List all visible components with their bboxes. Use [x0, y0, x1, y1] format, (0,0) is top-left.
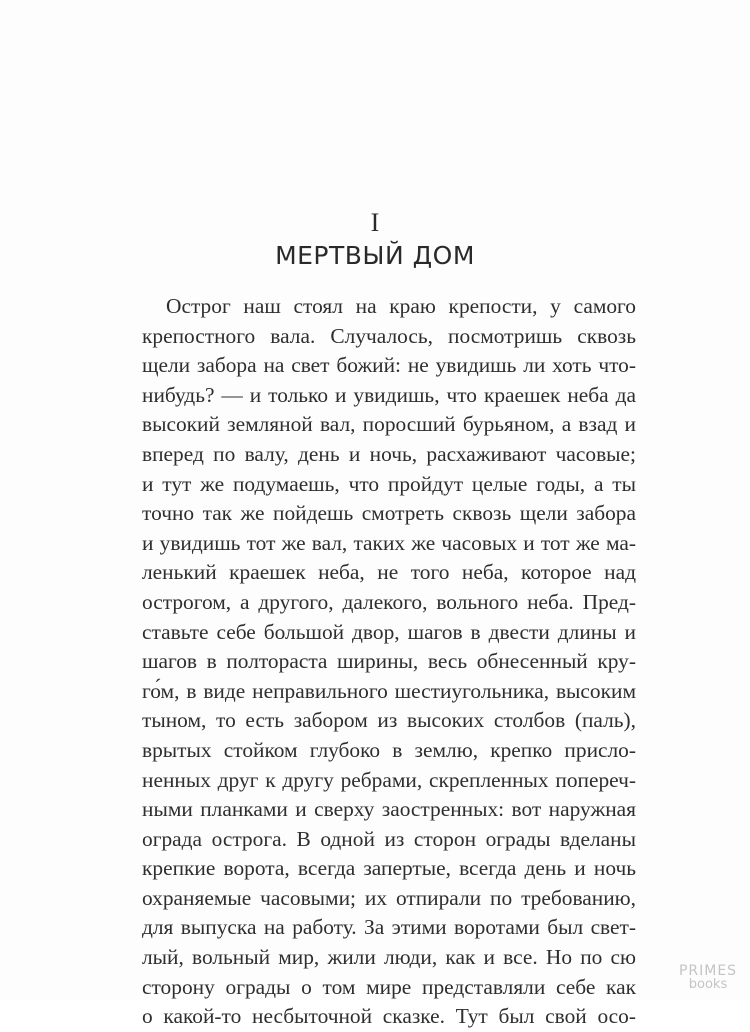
text-line: ными планками и сверху заостренных: вот наружная	[142, 797, 636, 822]
text-line: ленький краешек неба, не того неба, которое над	[142, 560, 636, 585]
text-line: охраняемые часовыми; их отпирали по требованию,	[142, 885, 636, 910]
text-line: ставьте себе большой двор, шагов в двести длины и	[142, 619, 636, 644]
watermark-logo	[672, 964, 744, 992]
text-line: шагов в полтораста ширины, весь обнесенный кру-	[142, 649, 636, 674]
text-line: го́м, в виде неправильного шестиугольника, высоким	[142, 678, 636, 703]
text-line: сторону ограды о том мире представляли себе как	[142, 974, 636, 999]
text-line: ограда острога. В одной из сторон ограды вделаны	[142, 826, 636, 851]
text-line: щели забора на свет божий: не увидишь ли хоть что-	[142, 353, 636, 378]
chapter-title: МЕРТВЫЙ ДОМ	[275, 241, 475, 270]
text-line: для выпуска на работу. За этими воротами был свет-	[142, 915, 636, 940]
text-line: крепостного вала. Случалось, посмотришь сквозь	[142, 323, 636, 348]
text-line: тыном, то есть забором из высоких столбов (паль),	[142, 708, 636, 733]
text-line: вперед по валу, день и ночь, расхаживают часовые;	[142, 441, 636, 466]
text-line: острогом, а другого, далекого, вольного неба. Пред-	[142, 589, 636, 614]
text-line: врытых стойком глубоко в землю, крепко присло-	[142, 737, 636, 762]
text-line: лый, вольный мир, жили люди, как и все. Но по сю	[142, 945, 636, 970]
text-line: точно так же пойдешь смотреть сквозь щели забора	[142, 501, 636, 526]
text-line: о какой-то несбыточной сказке. Тут был свой осо-	[142, 1004, 636, 1029]
text-line: Острог наш стоял на краю крепости, у самого	[166, 294, 636, 318]
text-line: высокий земляной вал, поросший бурьяном, а взад и	[142, 412, 636, 437]
text-line: нибудь? — и только и увидишь, что краешек неба да	[142, 382, 636, 407]
watermark-line-2: books	[688, 977, 728, 992]
text-line: крепкие ворота, всегда запертые, всегда день и ночь	[142, 856, 636, 881]
body-paragraph	[142, 292, 636, 1032]
watermark-line-1: PRIMES	[678, 963, 738, 979]
text-line: и тут же подумаешь, что пройдут целые годы, а ты	[142, 471, 636, 496]
text-line: ненных друг к другу ребрами, скрепленных попереч-	[142, 767, 636, 792]
chapter-number: I	[370, 208, 380, 237]
text-line: и увидишь тот же вал, таких же часовых и тот же ма-	[142, 530, 636, 555]
